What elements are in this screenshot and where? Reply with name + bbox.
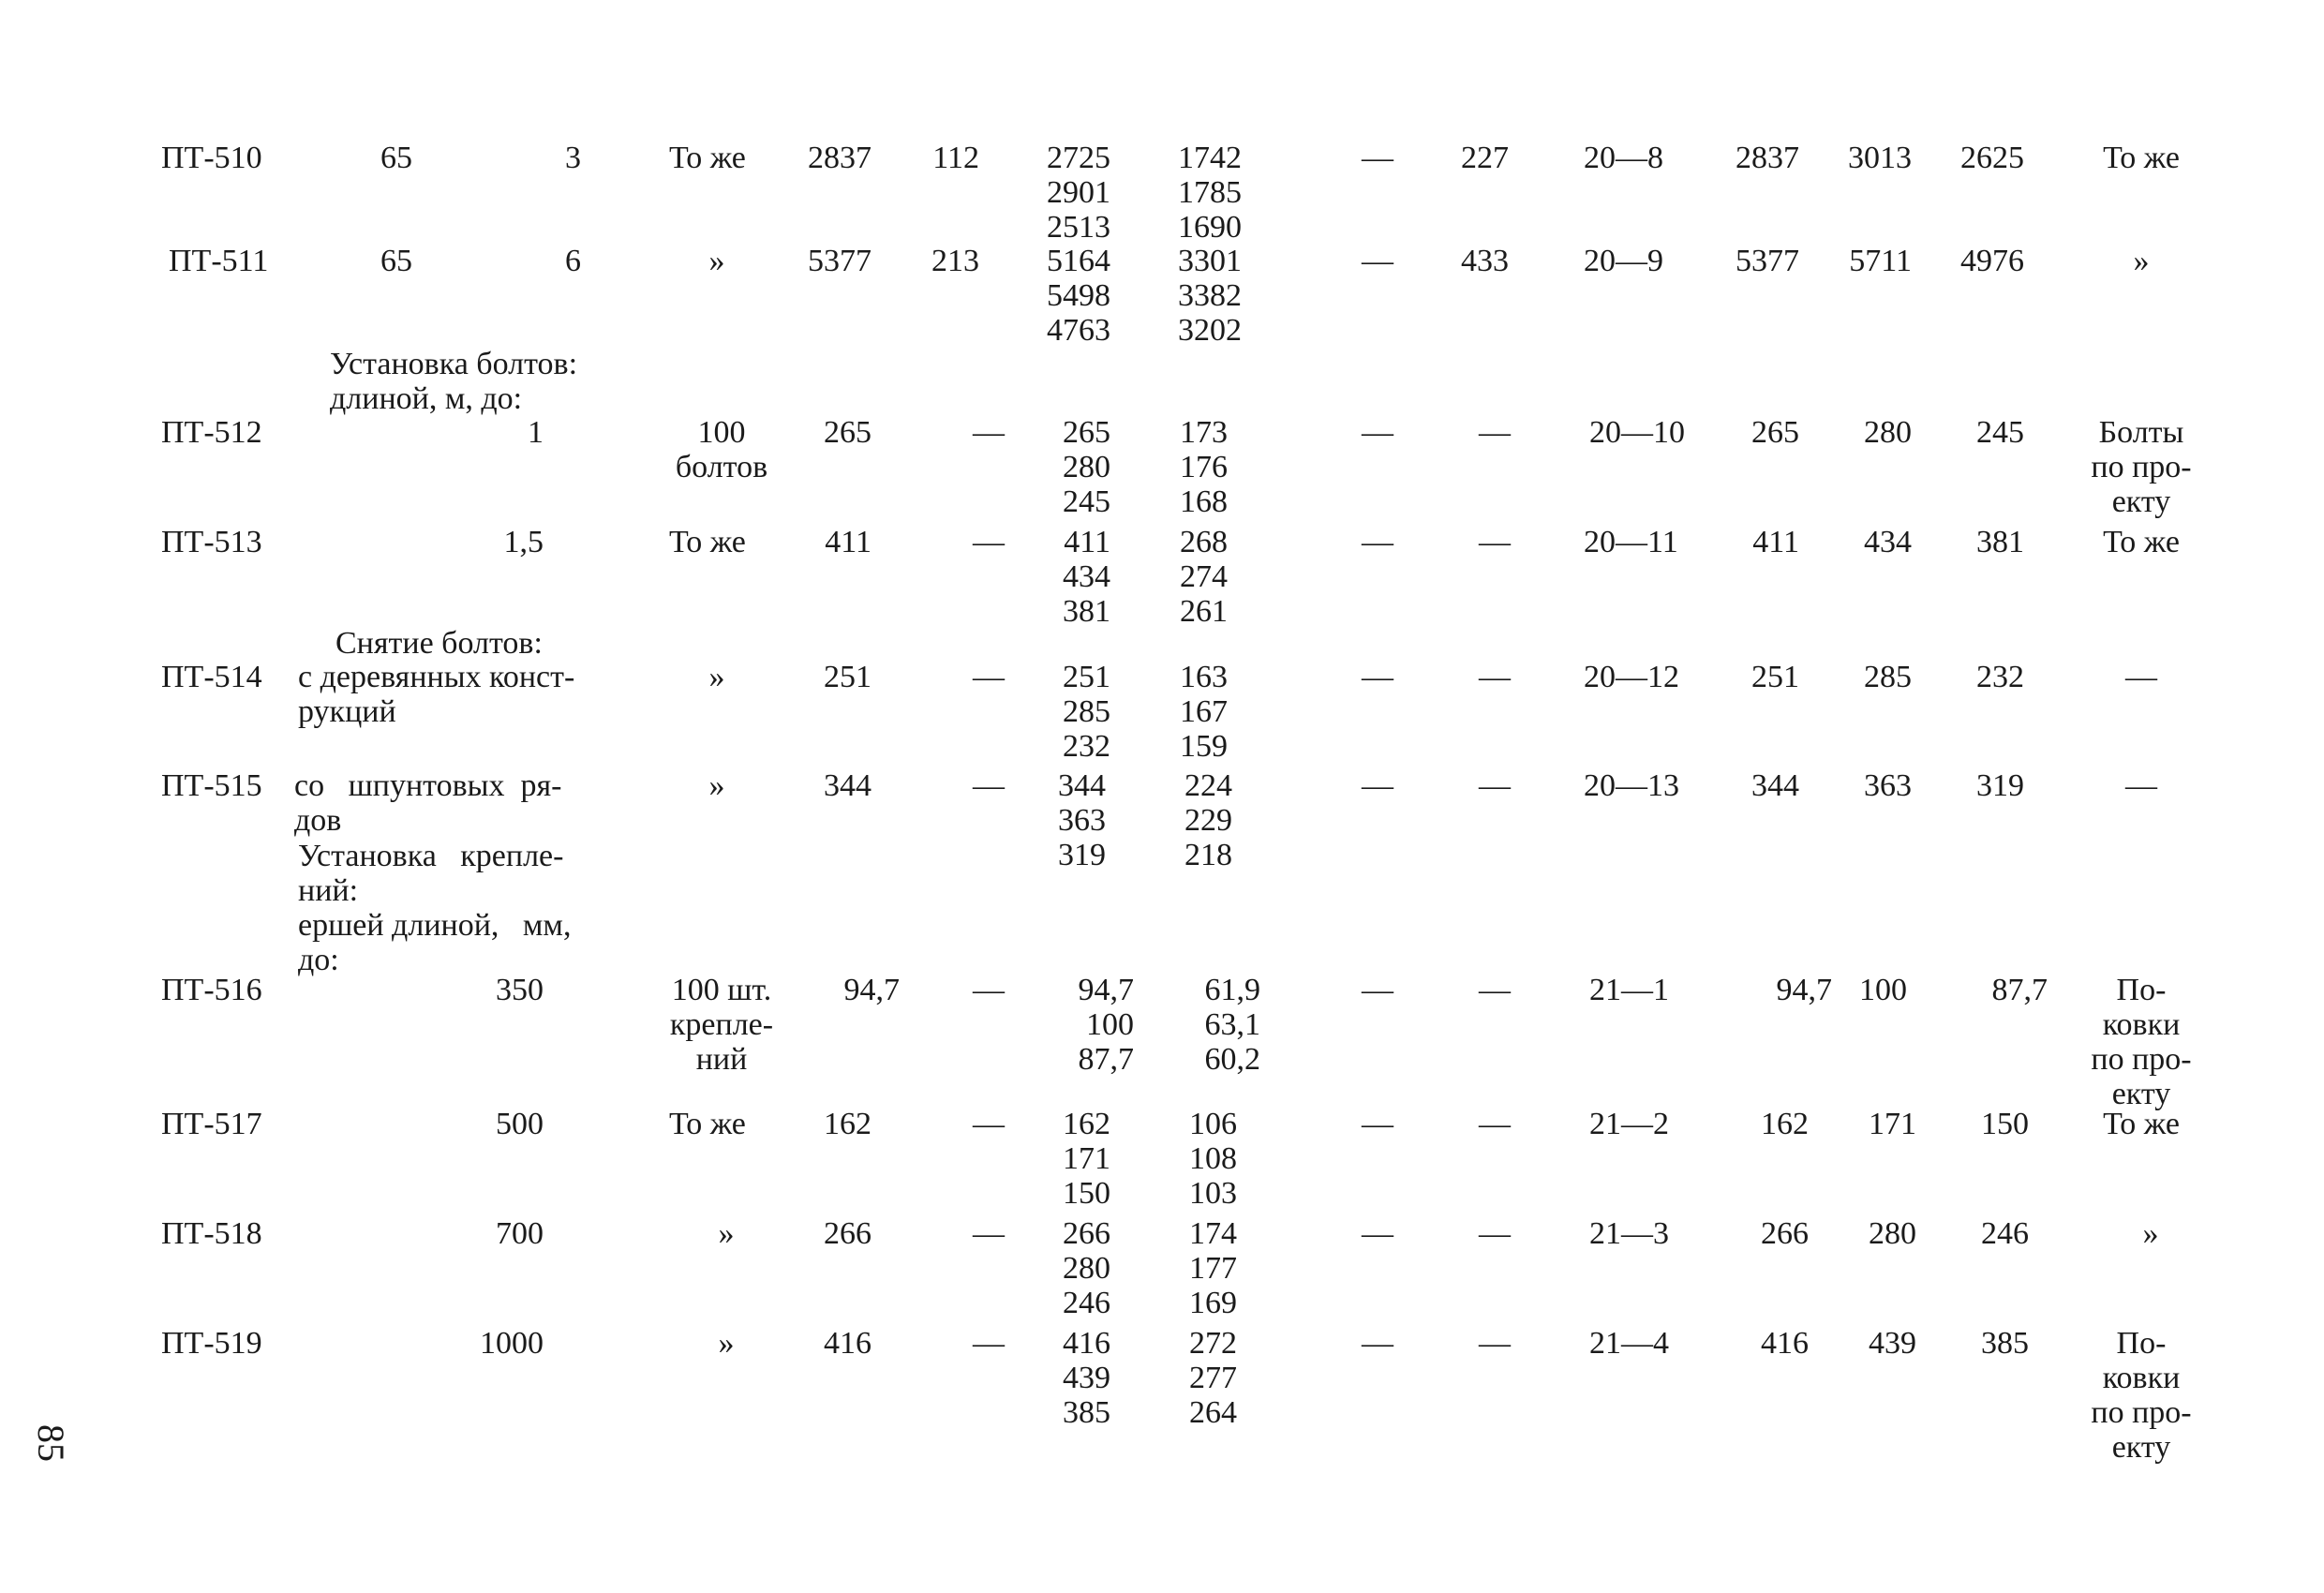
dash-cell: — bbox=[1479, 1216, 1511, 1251]
values-stack-1: 94,7 100 87,7 bbox=[1078, 973, 1134, 1077]
unit: » bbox=[708, 660, 725, 694]
item-code: ПТ-511 bbox=[169, 244, 269, 278]
unit: 100 шт. крепле- ний bbox=[669, 973, 774, 1077]
values-stack-1: 411 434 381 bbox=[1063, 525, 1110, 629]
total-cost: 251 bbox=[824, 660, 872, 694]
param-value: 700 bbox=[496, 1216, 544, 1251]
values-stack-1: 2725 2901 2513 bbox=[1047, 141, 1110, 245]
diameter-value: 65 bbox=[380, 244, 412, 278]
param-value: 1,5 bbox=[503, 525, 544, 559]
note: То же bbox=[2103, 525, 2180, 559]
note: — bbox=[2125, 768, 2157, 803]
dash-cell: — bbox=[1362, 973, 1393, 1007]
item-code: ПТ-515 bbox=[161, 768, 262, 803]
note: То же bbox=[2103, 141, 2180, 175]
price-2: 171 bbox=[1869, 1107, 1916, 1141]
price-1: 5377 bbox=[1736, 244, 1799, 278]
param-value: 1 bbox=[528, 415, 544, 450]
param-value: 6 bbox=[565, 244, 581, 278]
total-cost: 94,7 bbox=[843, 973, 900, 1007]
dash-cell: — bbox=[973, 660, 1005, 694]
dash-cell: — bbox=[1362, 244, 1393, 278]
dash-cell: — bbox=[973, 415, 1005, 450]
note: — bbox=[2125, 660, 2157, 694]
dash-cell: — bbox=[973, 1107, 1005, 1141]
dash-cell: — bbox=[973, 768, 1005, 803]
values-stack-2: 1742 1785 1690 bbox=[1178, 141, 1242, 245]
values-stack-2: 3301 3382 3202 bbox=[1178, 244, 1242, 348]
reference: 20—12 bbox=[1584, 660, 1679, 694]
reference: 21—2 bbox=[1589, 1107, 1669, 1141]
unit: То же bbox=[669, 141, 746, 175]
price-3: 87,7 bbox=[1991, 973, 2048, 1007]
price-3: 385 bbox=[1981, 1326, 2029, 1361]
item-code: ПТ-518 bbox=[161, 1216, 262, 1251]
values-stack-1: 162 171 150 bbox=[1063, 1107, 1110, 1211]
reference: 20—8 bbox=[1584, 141, 1663, 175]
dash-cell: — bbox=[1479, 973, 1511, 1007]
reference: 21—1 bbox=[1589, 973, 1669, 1007]
page-number: 85 bbox=[30, 1424, 72, 1462]
item-code: ПТ-516 bbox=[161, 973, 262, 1007]
note: » bbox=[2142, 1216, 2159, 1251]
dash-cell: — bbox=[1479, 1326, 1511, 1361]
unit: » bbox=[708, 244, 725, 278]
section-heading: Установка болтов: длиной, м, до: bbox=[330, 347, 578, 416]
unit: » bbox=[718, 1326, 735, 1361]
total-cost: 5377 bbox=[808, 244, 872, 278]
item-code: ПТ-519 bbox=[161, 1326, 262, 1361]
dash-cell: — bbox=[1362, 1216, 1393, 1251]
section-heading: Снятие болтов: bbox=[335, 626, 543, 661]
col-value: 213 bbox=[931, 244, 979, 278]
dash-cell: — bbox=[1362, 141, 1393, 175]
price-3: 2625 bbox=[1960, 141, 2024, 175]
price-2: 434 bbox=[1864, 525, 1912, 559]
price-1: 266 bbox=[1761, 1216, 1809, 1251]
price-1: 2837 bbox=[1736, 141, 1799, 175]
item-code: ПТ-517 bbox=[161, 1107, 262, 1141]
price-3: 150 bbox=[1981, 1107, 2029, 1141]
dash-cell: — bbox=[1362, 768, 1393, 803]
item-code: ПТ-510 bbox=[161, 141, 262, 175]
total-cost: 411 bbox=[825, 525, 872, 559]
section-heading: Установка крепле- ний: ершей длиной, мм, до: bbox=[298, 839, 572, 977]
reference: 20—10 bbox=[1589, 415, 1685, 450]
dash-cell: — bbox=[1479, 1107, 1511, 1141]
values-stack-1: 266 280 246 bbox=[1063, 1216, 1110, 1320]
dash-cell: — bbox=[973, 973, 1005, 1007]
values-stack-2: 174 177 169 bbox=[1189, 1216, 1237, 1320]
col-value: 227 bbox=[1461, 141, 1509, 175]
values-stack-2: 61,9 63,1 60,2 bbox=[1204, 973, 1260, 1077]
param-value: 1000 bbox=[480, 1326, 544, 1361]
unit: » bbox=[718, 1216, 735, 1251]
dash-cell: — bbox=[1362, 525, 1393, 559]
price-2: 363 bbox=[1864, 768, 1912, 803]
total-cost: 162 bbox=[824, 1107, 872, 1141]
values-stack-1: 251 285 232 bbox=[1063, 660, 1110, 764]
price-2: 285 bbox=[1864, 660, 1912, 694]
item-code: ПТ-513 bbox=[161, 525, 262, 559]
note: По- ковки по про- екту bbox=[2091, 1326, 2192, 1465]
price-2: 280 bbox=[1864, 415, 1912, 450]
param-value: 500 bbox=[496, 1107, 544, 1141]
note: » bbox=[2133, 244, 2150, 278]
price-3: 319 bbox=[1976, 768, 2024, 803]
dash-cell: — bbox=[1362, 1107, 1393, 1141]
item-description: с деревянных конст- рукций bbox=[298, 660, 575, 729]
price-2: 439 bbox=[1869, 1326, 1916, 1361]
unit: » bbox=[708, 768, 725, 803]
reference: 20—13 bbox=[1584, 768, 1679, 803]
unit: То же bbox=[669, 1107, 746, 1141]
dash-cell: — bbox=[973, 1216, 1005, 1251]
price-1: 265 bbox=[1751, 415, 1799, 450]
price-1: 344 bbox=[1751, 768, 1799, 803]
item-code: ПТ-512 bbox=[161, 415, 262, 450]
values-stack-2: 272 277 264 bbox=[1189, 1326, 1237, 1430]
price-2: 5711 bbox=[1849, 244, 1912, 278]
reference: 21—3 bbox=[1589, 1216, 1669, 1251]
values-stack-2: 173 176 168 bbox=[1180, 415, 1228, 519]
price-2: 280 bbox=[1869, 1216, 1916, 1251]
item-code: ПТ-514 bbox=[161, 660, 262, 694]
dash-cell: — bbox=[973, 525, 1005, 559]
price-2: 3013 bbox=[1848, 141, 1912, 175]
col-value: 433 bbox=[1461, 244, 1509, 278]
values-stack-2: 224 229 218 bbox=[1184, 768, 1232, 872]
dash-cell: — bbox=[1362, 415, 1393, 450]
price-3: 4976 bbox=[1960, 244, 2024, 278]
price-1: 94,7 bbox=[1776, 973, 1832, 1007]
unit: То же bbox=[669, 525, 746, 559]
note: Болты по про- екту bbox=[2091, 415, 2192, 519]
dash-cell: — bbox=[1479, 660, 1511, 694]
values-stack-2: 163 167 159 bbox=[1180, 660, 1228, 764]
values-stack-2: 268 274 261 bbox=[1180, 525, 1228, 629]
dash-cell: — bbox=[1479, 415, 1511, 450]
note: По- ковки по про- екту bbox=[2091, 973, 2192, 1111]
unit: 100 болтов bbox=[675, 415, 768, 484]
reference: 20—9 bbox=[1584, 244, 1663, 278]
param-value: 3 bbox=[565, 141, 581, 175]
dash-cell: — bbox=[1362, 660, 1393, 694]
price-2: 100 bbox=[1859, 973, 1907, 1007]
col-value: 112 bbox=[932, 141, 979, 175]
dash-cell: — bbox=[1479, 768, 1511, 803]
price-1: 162 bbox=[1761, 1107, 1809, 1141]
item-description: со шпунтовых ря- дов bbox=[294, 768, 562, 838]
price-1: 416 bbox=[1761, 1326, 1809, 1361]
dash-cell: — bbox=[1479, 525, 1511, 559]
dash-cell: — bbox=[973, 1326, 1005, 1361]
total-cost: 2837 bbox=[808, 141, 872, 175]
price-3: 246 bbox=[1981, 1216, 2029, 1251]
dash-cell: — bbox=[1362, 1326, 1393, 1361]
values-stack-1: 5164 5498 4763 bbox=[1047, 244, 1110, 348]
reference: 21—4 bbox=[1589, 1326, 1669, 1361]
reference: 20—11 bbox=[1584, 525, 1678, 559]
price-1: 251 bbox=[1751, 660, 1799, 694]
total-cost: 265 bbox=[824, 415, 872, 450]
values-stack-1: 344 363 319 bbox=[1058, 768, 1106, 872]
diameter-value: 65 bbox=[380, 141, 412, 175]
price-3: 381 bbox=[1976, 525, 2024, 559]
values-stack-1: 265 280 245 bbox=[1063, 415, 1110, 519]
total-cost: 344 bbox=[824, 768, 872, 803]
values-stack-2: 106 108 103 bbox=[1189, 1107, 1237, 1211]
price-3: 232 bbox=[1976, 660, 2024, 694]
price-1: 411 bbox=[1752, 525, 1799, 559]
param-value: 350 bbox=[496, 973, 544, 1007]
total-cost: 266 bbox=[824, 1216, 872, 1251]
note: То же bbox=[2103, 1107, 2180, 1141]
price-3: 245 bbox=[1976, 415, 2024, 450]
total-cost: 416 bbox=[824, 1326, 872, 1361]
values-stack-1: 416 439 385 bbox=[1063, 1326, 1110, 1430]
